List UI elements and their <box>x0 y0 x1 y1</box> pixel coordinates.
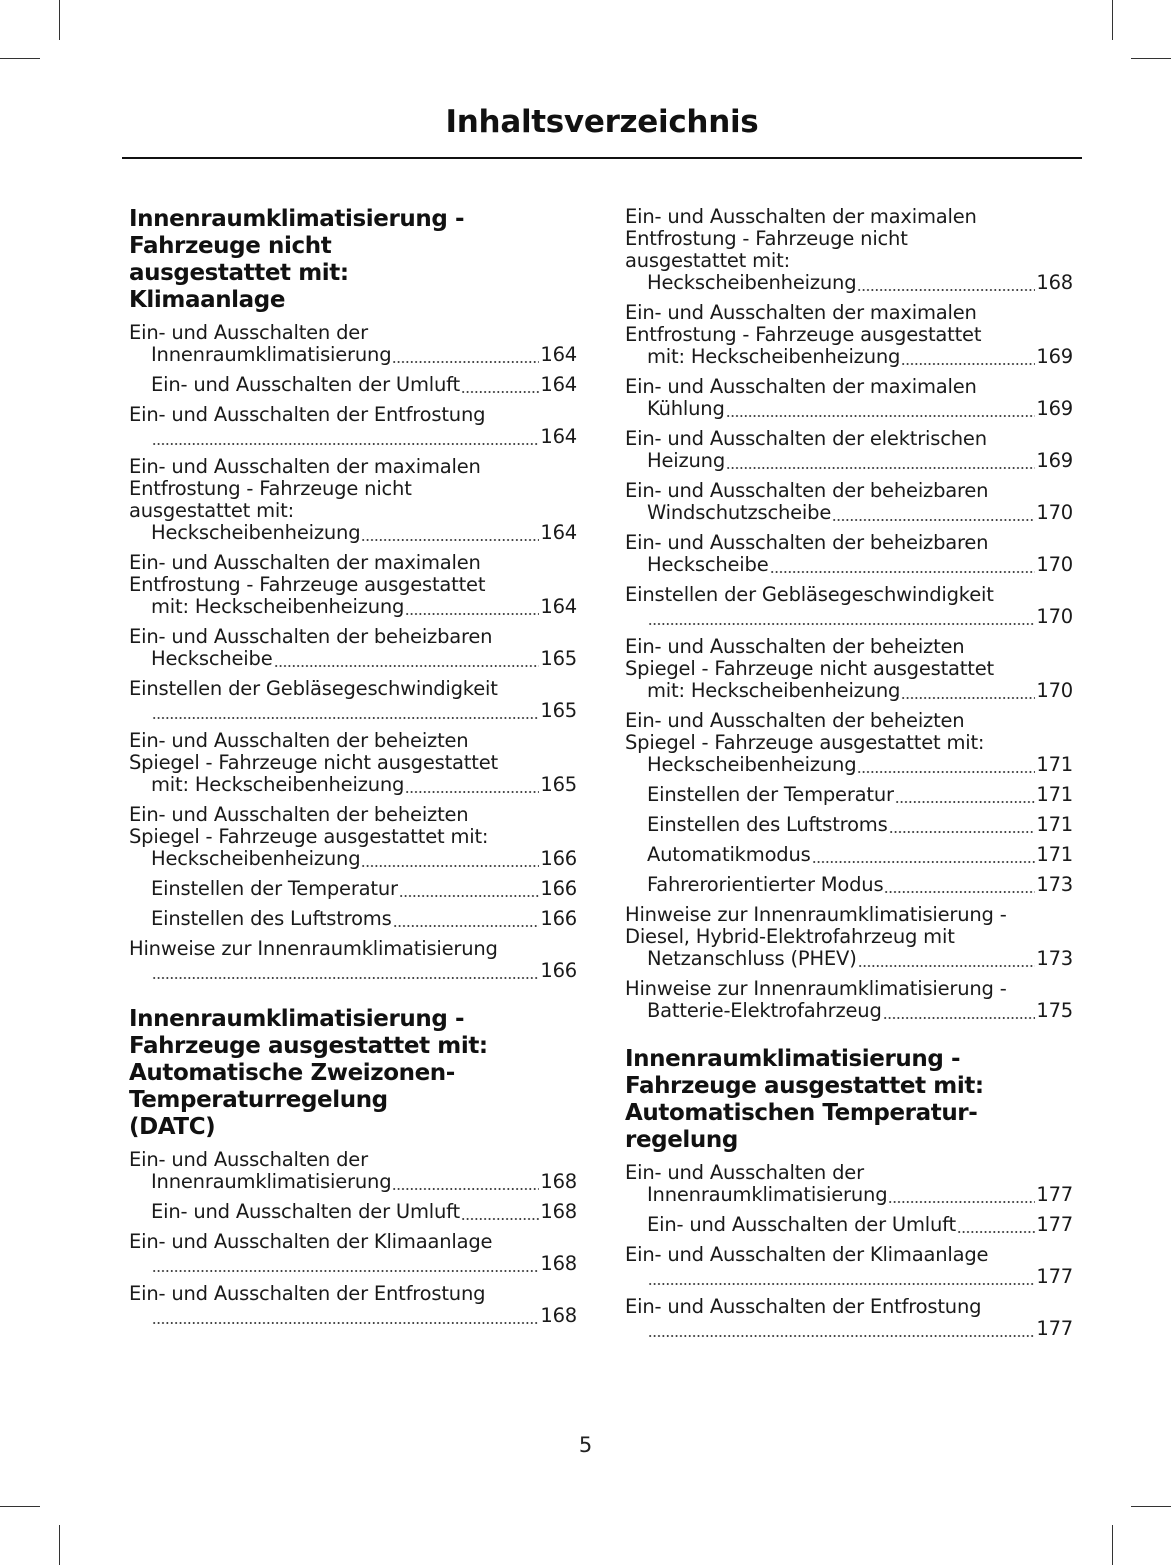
title-divider <box>122 157 1082 159</box>
toc-page-number: 168 <box>540 1170 577 1193</box>
toc-entry-text: Einstellen des Luftstroms <box>647 813 888 836</box>
toc-entry[interactable] <box>625 636 1073 702</box>
toc-page-number: 171 <box>1036 753 1073 776</box>
toc-entry-text: Innenraumklimatisierung <box>647 1183 888 1206</box>
toc-page-number: 168 <box>540 1252 577 1275</box>
toc-entry-text: Hinweise zur Innenraumklimatisierung - <box>625 903 1007 926</box>
dot-leader <box>858 948 1036 970</box>
toc-entry-text: ausgestattet mit: <box>129 499 294 522</box>
dot-leader <box>889 814 1036 836</box>
toc-entry[interactable] <box>625 874 1073 896</box>
toc-entry-text: Ein- und Ausschalten der beheizten <box>129 729 469 752</box>
dot-leader <box>812 844 1036 866</box>
toc-entry-text: Ein- und Ausschalten der beheizten <box>625 709 965 732</box>
toc-page-number: 170 <box>1036 679 1073 702</box>
toc-page-number: 177 <box>1036 1265 1073 1288</box>
toc-page-number: 169 <box>1036 345 1073 368</box>
toc-entry-text: Ein- und Ausschalten der Umluft <box>151 1200 460 1223</box>
dot-leader <box>274 648 540 670</box>
toc-entry[interactable] <box>625 814 1073 836</box>
dot-leader <box>901 346 1035 368</box>
toc-entry-text: Entfrostung - Fahrzeuge ausgestattet <box>129 573 486 596</box>
dot-leader <box>888 1184 1035 1206</box>
toc-entry-text: Ein- und Ausschalten der beheizbaren <box>625 479 989 502</box>
toc-page-number: 177 <box>1036 1183 1073 1206</box>
dot-leader <box>857 272 1035 294</box>
crop-mark <box>59 1525 60 1565</box>
toc-entry-text: Ein- und Ausschalten der maximalen <box>129 551 481 574</box>
page-number: 5 <box>578 1433 593 1457</box>
toc-entry-text: Einstellen der Gebläsegeschwindigkeit <box>625 583 994 606</box>
toc-entry-text: Einstellen der Temperatur <box>647 783 894 806</box>
toc-page-number: 166 <box>540 877 577 900</box>
toc-entry-text: Ein- und Ausschalten der Umluft <box>151 373 460 396</box>
toc-entry-text: mit: Heckscheibenheizung <box>647 679 901 702</box>
toc-entry-text: Innenraumklimatisierung <box>151 1170 392 1193</box>
dot-leader <box>405 596 539 618</box>
toc-entry-text: Einstellen der Gebläsegeschwindigkeit <box>129 677 498 700</box>
toc-entry-text: Heckscheibenheizung <box>647 753 857 776</box>
toc-entry-text: Ein- und Ausschalten der Klimaanlage <box>129 1230 493 1253</box>
toc-entry-text: Diesel, Hybrid-Elektrofahrzeug mit <box>625 925 955 948</box>
toc-entry-text: Entfrostung - Fahrzeuge nicht <box>129 477 412 500</box>
section-heading: Innenraumklimatisierung - Fahrzeuge nicht ausgestattet mit: Klimaanlage <box>129 206 465 313</box>
crop-mark <box>0 1506 40 1507</box>
toc-entry-text: ausgestattet mit: <box>625 249 790 272</box>
toc-entry[interactable] <box>129 804 577 870</box>
toc-entry-text: Ein- und Ausschalten der beheizbaren <box>129 625 493 648</box>
dot-leader <box>399 878 540 900</box>
toc-entry[interactable] <box>625 584 1073 628</box>
toc-page-number: 170 <box>1036 605 1073 628</box>
crop-mark <box>0 58 40 59</box>
toc-entry-text: Ein- und Ausschalten der Entfrostung <box>625 1295 982 1318</box>
toc-entry[interactable] <box>625 532 1073 576</box>
section-heading: Innenraumklimatisierung - Fahrzeuge ausgestattet mit: Automatischen Temperatur- regelung <box>625 1046 984 1153</box>
toc-section <box>625 1046 1073 1340</box>
page-title: Inhaltsverzeichnis <box>445 104 759 140</box>
toc-page-number: 168 <box>540 1304 577 1327</box>
toc-page-number: 166 <box>540 907 577 930</box>
toc-page-number: 171 <box>1036 843 1073 866</box>
toc-entry[interactable] <box>625 784 1073 806</box>
toc-column-right <box>625 206 1073 1364</box>
crop-mark <box>1131 1506 1171 1507</box>
dot-leader <box>770 554 1036 576</box>
toc-page-number: 170 <box>1036 553 1073 576</box>
toc-page-number: 165 <box>540 773 577 796</box>
crop-mark <box>1112 1525 1113 1565</box>
toc-entry-text: Spiegel - Fahrzeuge ausgestattet mit: <box>625 731 985 754</box>
toc-entry-text: Ein- und Ausschalten der <box>129 1148 368 1171</box>
toc-entry-text: Heckscheibe <box>647 553 769 576</box>
toc-section <box>625 206 1073 1022</box>
toc-entry[interactable] <box>129 1231 577 1275</box>
dot-leader <box>461 374 539 396</box>
toc-entry-text: Spiegel - Fahrzeuge nicht ausgestattet <box>129 751 498 774</box>
toc-page-number: 166 <box>540 959 577 982</box>
toc-entry-text: Ein- und Ausschalten der Entfrostung <box>129 403 486 426</box>
toc-entry[interactable] <box>625 1162 1073 1206</box>
toc-entry-text: Ein- und Ausschalten der maximalen <box>625 375 977 398</box>
dot-leader <box>726 398 1036 420</box>
toc-page-number: 166 <box>540 847 577 870</box>
toc-page-number: 173 <box>1036 947 1073 970</box>
toc-page-number: 164 <box>540 521 577 544</box>
toc-entry-text: Ein- und Ausschalten der beheizten <box>129 803 469 826</box>
dot-leader <box>884 874 1035 896</box>
toc-entry[interactable] <box>129 908 577 930</box>
toc-entry-text: Hinweise zur Innenraumklimatisierung <box>129 937 498 960</box>
toc-entry[interactable] <box>625 1244 1073 1288</box>
toc-entry-text: Netzanschluss (PHEV) <box>647 947 857 970</box>
toc-entry-text: Ein- und Ausschalten der <box>129 321 368 344</box>
toc-entry-text: Ein- und Ausschalten der beheizten <box>625 635 965 658</box>
dot-leader <box>648 606 1035 628</box>
crop-mark <box>1131 58 1171 59</box>
toc-entry-text: Spiegel - Fahrzeuge nicht ausgestattet <box>625 657 994 680</box>
toc-entry[interactable] <box>129 626 577 670</box>
toc-entry-text: Ein- und Ausschalten der beheizbaren <box>625 531 989 554</box>
toc-entry[interactable] <box>129 374 577 396</box>
toc-entry-text: Ein- und Ausschalten der Klimaanlage <box>625 1243 989 1266</box>
toc-page-number: 177 <box>1036 1317 1073 1340</box>
dot-leader <box>883 1000 1036 1022</box>
toc-column-left <box>129 206 577 1351</box>
toc-section <box>129 206 577 982</box>
toc-section <box>129 1006 577 1327</box>
toc-entry-text: Entfrostung - Fahrzeuge ausgestattet <box>625 323 982 346</box>
toc-page-number: 168 <box>1036 271 1073 294</box>
dot-leader <box>648 1266 1035 1288</box>
dot-leader <box>957 1214 1035 1236</box>
toc-entry-text: mit: Heckscheibenheizung <box>647 345 901 368</box>
toc-page-number: 169 <box>1036 449 1073 472</box>
dot-leader <box>392 1171 539 1193</box>
section-heading: Innenraumklimatisierung - Fahrzeuge ausgestattet mit: Automatische Zweizonen- Temperaturregelung (DATC) <box>129 1006 488 1140</box>
dot-leader <box>726 450 1035 472</box>
toc-entry-text: Heckscheibenheizung <box>151 847 361 870</box>
dot-leader <box>901 680 1035 702</box>
toc-page-number: 177 <box>1036 1213 1073 1236</box>
dot-leader <box>152 1253 539 1275</box>
toc-entry-text: mit: Heckscheibenheizung <box>151 595 405 618</box>
toc-entry-text: Heckscheibe <box>151 647 273 670</box>
toc-entry-text: Heizung <box>647 449 726 472</box>
toc-page-number: 165 <box>540 647 577 670</box>
dot-leader <box>895 784 1036 806</box>
toc-entry[interactable] <box>625 1296 1073 1340</box>
dot-leader <box>648 1318 1035 1340</box>
toc-page-number: 170 <box>1036 501 1073 524</box>
toc-entry-text: Ein- und Ausschalten der maximalen <box>129 455 481 478</box>
dot-leader <box>152 1305 539 1327</box>
toc-entry-text: Ein- und Ausschalten der <box>625 1161 864 1184</box>
toc-entry[interactable] <box>625 376 1073 420</box>
toc-page-number: 168 <box>540 1200 577 1223</box>
dot-leader <box>405 774 539 796</box>
toc-entry-text: Entfrostung - Fahrzeuge nicht <box>625 227 908 250</box>
toc-entry[interactable] <box>625 904 1073 970</box>
toc-entry[interactable] <box>129 552 577 618</box>
toc-entry[interactable] <box>129 322 577 366</box>
toc-page-number: 164 <box>540 425 577 448</box>
toc-entry[interactable] <box>625 428 1073 472</box>
toc-entry-text: Heckscheibenheizung <box>151 521 361 544</box>
toc-page-number: 164 <box>540 343 577 366</box>
dot-leader <box>832 502 1035 524</box>
toc-entry[interactable] <box>129 938 577 982</box>
toc-entry[interactable] <box>625 710 1073 776</box>
crop-mark <box>59 0 60 40</box>
toc-entry-text: Fahrerorientierter Modus <box>647 873 884 896</box>
toc-entry-text: Ein- und Ausschalten der maximalen <box>625 301 977 324</box>
dot-leader <box>392 344 539 366</box>
toc-page-number: 164 <box>540 373 577 396</box>
dot-leader <box>461 1201 539 1223</box>
toc-page-number: 165 <box>540 699 577 722</box>
dot-leader <box>152 700 539 722</box>
toc-entry[interactable] <box>129 404 577 448</box>
toc-entry[interactable] <box>625 206 1073 294</box>
dot-leader <box>857 754 1035 776</box>
toc-entry[interactable] <box>129 878 577 900</box>
toc-entry-text: Ein- und Ausschalten der maximalen <box>625 205 977 228</box>
toc-entry[interactable] <box>129 730 577 796</box>
dot-leader <box>361 522 539 544</box>
crop-mark <box>1112 0 1113 40</box>
toc-page-number: 169 <box>1036 397 1073 420</box>
toc-entry-text: Windschutzscheibe <box>647 501 832 524</box>
toc-entry[interactable] <box>129 1149 577 1193</box>
toc-page-number: 173 <box>1036 873 1073 896</box>
dot-leader <box>393 908 540 930</box>
toc-entry-text: Kühlung <box>647 397 725 420</box>
toc-entry[interactable] <box>129 1283 577 1327</box>
toc-entry-text: Ein- und Ausschalten der Entfrostung <box>129 1282 486 1305</box>
toc-entry-text: mit: Heckscheibenheizung <box>151 773 405 796</box>
toc-page-number: 171 <box>1036 783 1073 806</box>
toc-page-number: 175 <box>1036 999 1073 1022</box>
toc-entry-text: Einstellen der Temperatur <box>151 877 398 900</box>
toc-entry[interactable] <box>625 480 1073 524</box>
toc-entry[interactable] <box>625 844 1073 866</box>
toc-page-number: 164 <box>540 595 577 618</box>
toc-entry-text: Ein- und Ausschalten der Umluft <box>647 1213 956 1236</box>
toc-entry[interactable] <box>129 1201 577 1223</box>
toc-entry-text: Automatikmodus <box>647 843 811 866</box>
toc-page-number: 171 <box>1036 813 1073 836</box>
dot-leader <box>152 426 539 448</box>
toc-entry[interactable] <box>129 678 577 722</box>
toc-entry[interactable] <box>625 978 1073 1022</box>
toc-entry[interactable] <box>129 456 577 544</box>
toc-entry-text: Ein- und Ausschalten der elektrischen <box>625 427 987 450</box>
toc-entry-text: Innenraumklimatisierung <box>151 343 392 366</box>
toc-entry-text: Einstellen des Luftstroms <box>151 907 392 930</box>
toc-entry[interactable] <box>625 302 1073 368</box>
toc-entry[interactable] <box>625 1214 1073 1236</box>
toc-entry-text: Spiegel - Fahrzeuge ausgestattet mit: <box>129 825 489 848</box>
toc-entry-text: Hinweise zur Innenraumklimatisierung - <box>625 977 1007 1000</box>
toc-entry-text: Batterie-Elektrofahrzeug <box>647 999 882 1022</box>
toc-entry-text: Heckscheibenheizung <box>647 271 857 294</box>
dot-leader <box>361 848 539 870</box>
dot-leader <box>152 960 539 982</box>
